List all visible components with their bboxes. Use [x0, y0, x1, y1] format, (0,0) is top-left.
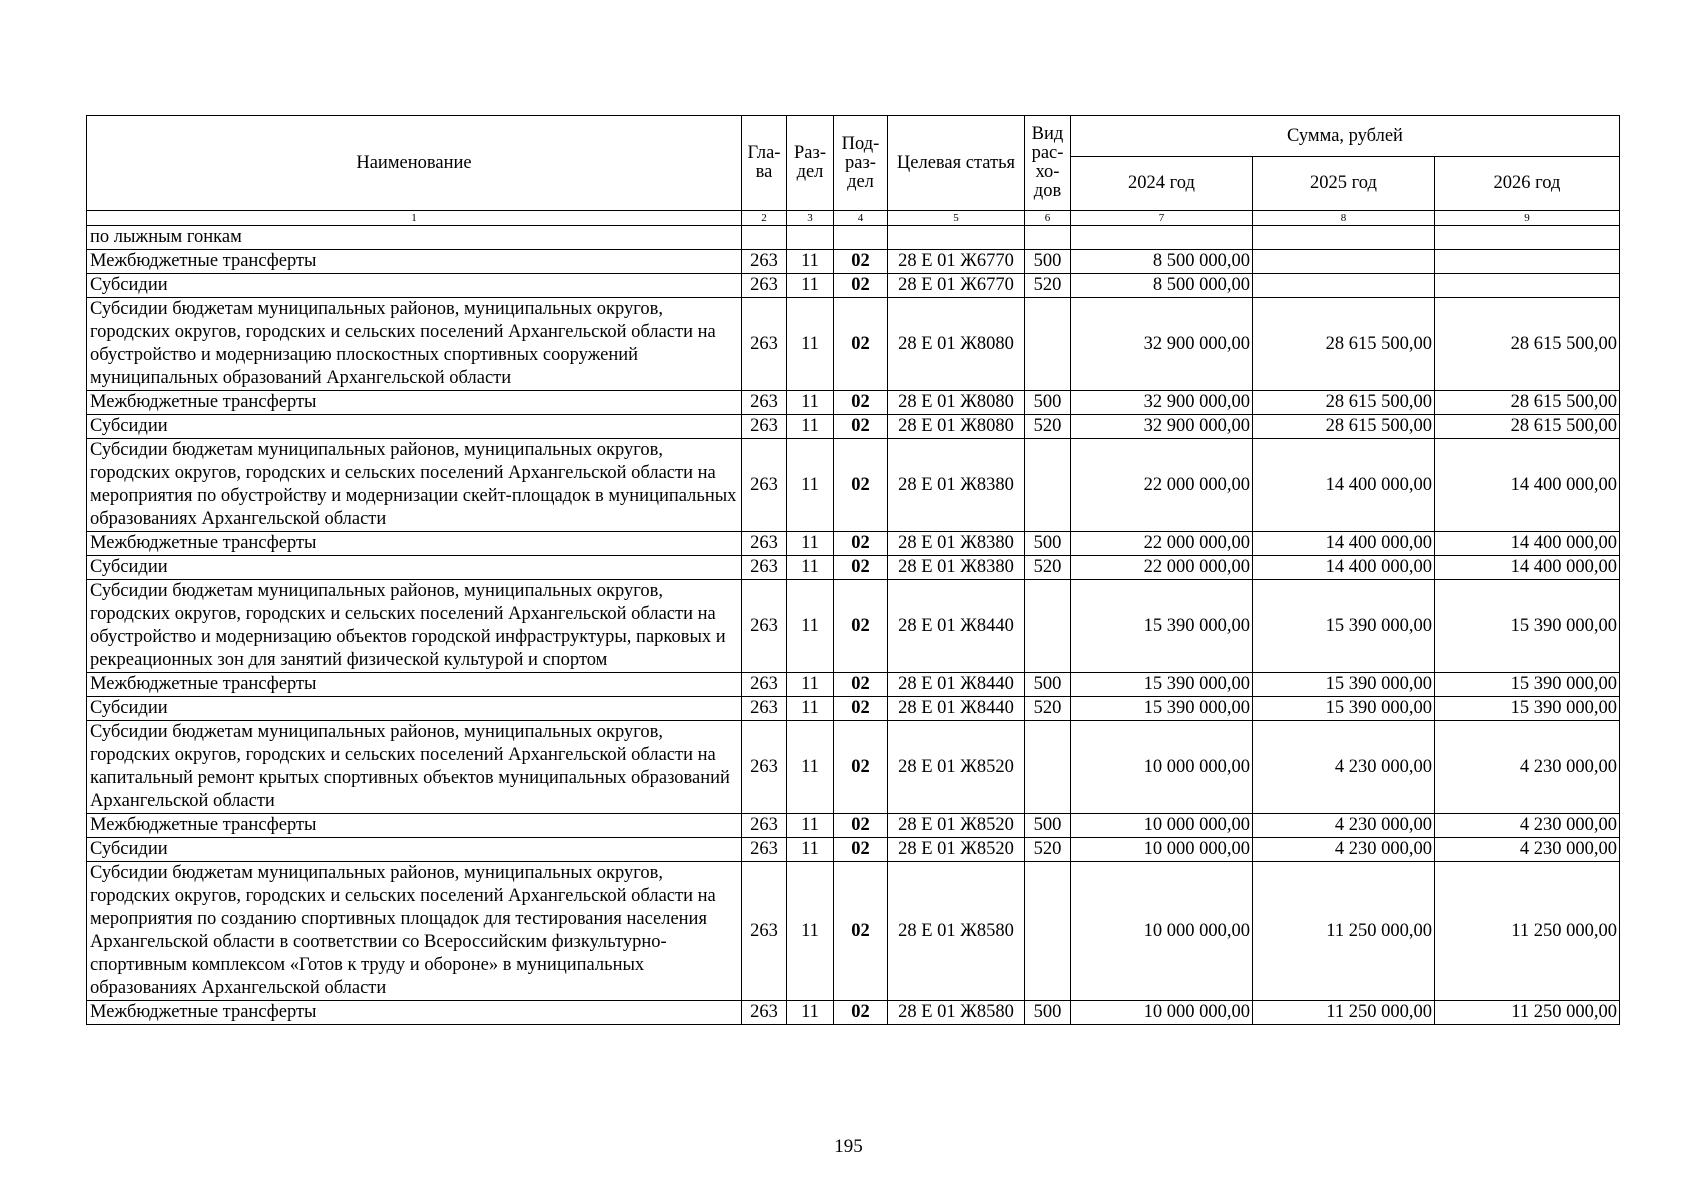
cell-glava: 263 [742, 298, 787, 391]
cell-glava: 263 [742, 415, 787, 439]
cell-glava [742, 226, 787, 250]
cell-name: Субсидии [87, 697, 742, 721]
cell-vid [1025, 226, 1071, 250]
cell-amount-2025: 4 230 000,00 [1253, 721, 1435, 814]
cell-name: Субсидии бюджетам муниципальных районов, муниципальных округов, городских округов, городских и сельских поселений Архангельской области на мероприятия по созданию спортивных площадок для тестирования населения Архангельской области в соответствии со Всероссийским физкультурно-спортивным комплексом «Готов к труду и обороне» в муниципальных образованиях Архангельской области [87, 862, 742, 1001]
table-row [87, 391, 1620, 415]
cell-amount-2026: 28 615 500,00 [1435, 415, 1620, 439]
cell-vid: 500 [1025, 391, 1071, 415]
header-celevaya: Целевая статья [888, 116, 1025, 211]
table-row [87, 298, 1620, 391]
cell-name: Субсидии бюджетам муниципальных районов, муниципальных округов, городских округов, городских и сельских поселений Архангельской области на капитальный ремонт крытых спортивных объектов муниципальных образований Архангельской области [87, 721, 742, 814]
table-row [87, 838, 1620, 862]
cell-amount-2026: 28 615 500,00 [1435, 298, 1620, 391]
cell-name: Межбюджетные трансферты [87, 814, 742, 838]
page-number: 195 [834, 1136, 863, 1157]
cell-podrazdel: 02 [834, 673, 888, 697]
cell-razdel: 11 [787, 721, 834, 814]
column-number: 3 [787, 211, 834, 226]
cell-amount-2025: 15 390 000,00 [1253, 673, 1435, 697]
cell-podrazdel: 02 [834, 862, 888, 1001]
table-row [87, 226, 1620, 250]
cell-vid: 500 [1025, 673, 1071, 697]
cell-amount-2025: 28 615 500,00 [1253, 298, 1435, 391]
cell-razdel: 11 [787, 391, 834, 415]
column-number: 1 [87, 211, 742, 226]
cell-glava: 263 [742, 391, 787, 415]
cell-glava: 263 [742, 814, 787, 838]
cell-vid: 500 [1025, 814, 1071, 838]
column-number-row [87, 211, 1620, 226]
cell-podrazdel: 02 [834, 580, 888, 673]
cell-podrazdel: 02 [834, 838, 888, 862]
cell-razdel: 11 [787, 532, 834, 556]
cell-amount-2024: 10 000 000,00 [1071, 721, 1253, 814]
cell-amount-2026 [1435, 250, 1620, 274]
cell-amount-2026: 4 230 000,00 [1435, 814, 1620, 838]
cell-podrazdel: 02 [834, 298, 888, 391]
cell-amount-2024: 15 390 000,00 [1071, 580, 1253, 673]
cell-vid: 520 [1025, 415, 1071, 439]
cell-amount-2024: 8 500 000,00 [1071, 250, 1253, 274]
cell-amount-2025: 28 615 500,00 [1253, 391, 1435, 415]
cell-glava: 263 [742, 274, 787, 298]
cell-amount-2024: 10 000 000,00 [1071, 1001, 1253, 1025]
column-number: 4 [834, 211, 888, 226]
cell-razdel: 11 [787, 697, 834, 721]
cell-amount-2025: 14 400 000,00 [1253, 556, 1435, 580]
cell-amount-2024: 8 500 000,00 [1071, 274, 1253, 298]
cell-celevaya [888, 226, 1025, 250]
cell-amount-2025: 11 250 000,00 [1253, 1001, 1435, 1025]
table-row [87, 556, 1620, 580]
cell-razdel: 11 [787, 673, 834, 697]
cell-podrazdel [834, 226, 888, 250]
cell-name: Субсидии [87, 838, 742, 862]
header-glava: Гла-ва [742, 116, 787, 211]
cell-name: Субсидии [87, 556, 742, 580]
cell-razdel: 11 [787, 556, 834, 580]
cell-amount-2026: 28 615 500,00 [1435, 391, 1620, 415]
cell-razdel: 11 [787, 298, 834, 391]
cell-celevaya: 28 Е 01 Ж8380 [888, 439, 1025, 532]
cell-glava: 263 [742, 862, 787, 1001]
cell-amount-2024: 15 390 000,00 [1071, 697, 1253, 721]
cell-celevaya: 28 Е 01 Ж8380 [888, 532, 1025, 556]
cell-razdel [787, 226, 834, 250]
cell-amount-2024: 22 000 000,00 [1071, 532, 1253, 556]
cell-glava: 263 [742, 439, 787, 532]
cell-amount-2025 [1253, 274, 1435, 298]
cell-name: Субсидии бюджетам муниципальных районов, муниципальных округов, городских округов, городских и сельских поселений Архангельской области на мероприятия по обустройству и модернизации скейт-площадок в муниципальных образованиях Архангельской области [87, 439, 742, 532]
cell-razdel: 11 [787, 580, 834, 673]
cell-amount-2025 [1253, 226, 1435, 250]
header-year-2026: 2026 год [1435, 157, 1620, 211]
table-row [87, 673, 1620, 697]
cell-vid: 500 [1025, 1001, 1071, 1025]
cell-glava: 263 [742, 250, 787, 274]
cell-vid: 520 [1025, 556, 1071, 580]
cell-amount-2026: 14 400 000,00 [1435, 556, 1620, 580]
cell-vid: 500 [1025, 250, 1071, 274]
cell-amount-2026: 11 250 000,00 [1435, 1001, 1620, 1025]
cell-vid: 520 [1025, 274, 1071, 298]
cell-vid [1025, 439, 1071, 532]
cell-amount-2024: 10 000 000,00 [1071, 862, 1253, 1001]
table-row [87, 274, 1620, 298]
table-row [87, 1001, 1620, 1025]
table-row [87, 532, 1620, 556]
cell-podrazdel: 02 [834, 814, 888, 838]
cell-razdel: 11 [787, 415, 834, 439]
column-number: 6 [1025, 211, 1071, 226]
cell-vid [1025, 580, 1071, 673]
cell-razdel: 11 [787, 814, 834, 838]
header-vid: Вид рас-хо-дов [1025, 116, 1071, 211]
cell-celevaya: 28 Е 01 Ж6770 [888, 250, 1025, 274]
cell-amount-2025: 14 400 000,00 [1253, 439, 1435, 532]
header-year-2025: 2025 год [1253, 157, 1435, 211]
cell-vid: 500 [1025, 532, 1071, 556]
cell-amount-2024: 32 900 000,00 [1071, 298, 1253, 391]
cell-vid [1025, 298, 1071, 391]
cell-amount-2026: 11 250 000,00 [1435, 862, 1620, 1001]
cell-amount-2026: 15 390 000,00 [1435, 673, 1620, 697]
table-row [87, 862, 1620, 1001]
cell-amount-2024: 10 000 000,00 [1071, 838, 1253, 862]
cell-amount-2025: 4 230 000,00 [1253, 838, 1435, 862]
table-row [87, 439, 1620, 532]
cell-celevaya: 28 Е 01 Ж8380 [888, 556, 1025, 580]
budget-table [86, 115, 1620, 1025]
cell-amount-2024: 32 900 000,00 [1071, 391, 1253, 415]
cell-celevaya: 28 Е 01 Ж8440 [888, 673, 1025, 697]
cell-podrazdel: 02 [834, 532, 888, 556]
cell-podrazdel: 02 [834, 250, 888, 274]
cell-amount-2026: 14 400 000,00 [1435, 532, 1620, 556]
cell-glava: 263 [742, 838, 787, 862]
cell-glava: 263 [742, 580, 787, 673]
cell-celevaya: 28 Е 01 Ж8080 [888, 415, 1025, 439]
cell-razdel: 11 [787, 862, 834, 1001]
cell-glava: 263 [742, 697, 787, 721]
cell-podrazdel: 02 [834, 274, 888, 298]
header-year-2024: 2024 год [1071, 157, 1253, 211]
cell-name: Межбюджетные трансферты [87, 532, 742, 556]
cell-amount-2026: 4 230 000,00 [1435, 838, 1620, 862]
cell-glava: 263 [742, 721, 787, 814]
cell-amount-2024: 22 000 000,00 [1071, 439, 1253, 532]
cell-name: Межбюджетные трансферты [87, 391, 742, 415]
cell-podrazdel: 02 [834, 721, 888, 814]
header-podrazdel: Под-раз-дел [834, 116, 888, 211]
cell-name: Субсидии бюджетам муниципальных районов, муниципальных округов, городских округов, городских и сельских поселений Архангельской области на обустройство и модернизацию плоскостных спортивных сооружений муниципальных образований Архангельской области [87, 298, 742, 391]
cell-amount-2026: 15 390 000,00 [1435, 580, 1620, 673]
table-row [87, 250, 1620, 274]
table-row [87, 721, 1620, 814]
cell-celevaya: 28 Е 01 Ж8440 [888, 697, 1025, 721]
cell-amount-2024: 32 900 000,00 [1071, 415, 1253, 439]
cell-razdel: 11 [787, 838, 834, 862]
cell-celevaya: 28 Е 01 Ж8520 [888, 721, 1025, 814]
cell-razdel: 11 [787, 274, 834, 298]
column-number: 7 [1071, 211, 1253, 226]
cell-celevaya: 28 Е 01 Ж8580 [888, 1001, 1025, 1025]
cell-glava: 263 [742, 1001, 787, 1025]
cell-razdel: 11 [787, 439, 834, 532]
cell-vid [1025, 862, 1071, 1001]
cell-glava: 263 [742, 556, 787, 580]
cell-glava: 263 [742, 532, 787, 556]
cell-podrazdel: 02 [834, 439, 888, 532]
cell-name: Межбюджетные трансферты [87, 1001, 742, 1025]
cell-name: по лыжным гонкам [87, 226, 742, 250]
cell-celevaya: 28 Е 01 Ж8440 [888, 580, 1025, 673]
cell-amount-2025: 15 390 000,00 [1253, 580, 1435, 673]
table-row [87, 697, 1620, 721]
header-summa: Сумма, рублей [1071, 116, 1620, 157]
cell-amount-2024: 22 000 000,00 [1071, 556, 1253, 580]
cell-name: Субсидии [87, 274, 742, 298]
cell-amount-2024: 15 390 000,00 [1071, 673, 1253, 697]
cell-name: Межбюджетные трансферты [87, 250, 742, 274]
table-header [87, 116, 1620, 226]
cell-amount-2026: 14 400 000,00 [1435, 439, 1620, 532]
cell-podrazdel: 02 [834, 697, 888, 721]
cell-amount-2024: 10 000 000,00 [1071, 814, 1253, 838]
column-number: 9 [1435, 211, 1620, 226]
header-name: Наименование [87, 116, 742, 211]
cell-celevaya: 28 Е 01 Ж8580 [888, 862, 1025, 1001]
cell-amount-2025: 4 230 000,00 [1253, 814, 1435, 838]
table-row [87, 415, 1620, 439]
cell-celevaya: 28 Е 01 Ж8080 [888, 391, 1025, 415]
header-razdel: Раз-дел [787, 116, 834, 211]
cell-amount-2026: 4 230 000,00 [1435, 721, 1620, 814]
cell-name: Субсидии [87, 415, 742, 439]
cell-razdel: 11 [787, 250, 834, 274]
cell-amount-2026 [1435, 274, 1620, 298]
cell-name: Межбюджетные трансферты [87, 673, 742, 697]
column-number: 5 [888, 211, 1025, 226]
cell-amount-2025 [1253, 250, 1435, 274]
column-number: 8 [1253, 211, 1435, 226]
cell-glava: 263 [742, 673, 787, 697]
cell-amount-2026 [1435, 226, 1620, 250]
column-number: 2 [742, 211, 787, 226]
cell-celevaya: 28 Е 01 Ж8080 [888, 298, 1025, 391]
cell-amount-2025: 15 390 000,00 [1253, 697, 1435, 721]
cell-amount-2025: 28 615 500,00 [1253, 415, 1435, 439]
cell-podrazdel: 02 [834, 415, 888, 439]
table-body [87, 226, 1620, 1025]
table-row [87, 814, 1620, 838]
cell-podrazdel: 02 [834, 1001, 888, 1025]
cell-podrazdel: 02 [834, 556, 888, 580]
cell-amount-2024 [1071, 226, 1253, 250]
cell-celevaya: 28 Е 01 Ж6770 [888, 274, 1025, 298]
table-row [87, 580, 1620, 673]
cell-name: Субсидии бюджетам муниципальных районов, муниципальных округов, городских округов, городских и сельских поселений Архангельской области на обустройство и модернизацию объектов городской инфраструктуры, парковых и рекреационных зон для занятий физической культурой и спортом [87, 580, 742, 673]
cell-amount-2025: 11 250 000,00 [1253, 862, 1435, 1001]
cell-razdel: 11 [787, 1001, 834, 1025]
cell-celevaya: 28 Е 01 Ж8520 [888, 814, 1025, 838]
cell-vid [1025, 721, 1071, 814]
cell-amount-2025: 14 400 000,00 [1253, 532, 1435, 556]
cell-amount-2026: 15 390 000,00 [1435, 697, 1620, 721]
cell-podrazdel: 02 [834, 391, 888, 415]
cell-celevaya: 28 Е 01 Ж8520 [888, 838, 1025, 862]
cell-vid: 520 [1025, 838, 1071, 862]
cell-vid: 520 [1025, 697, 1071, 721]
